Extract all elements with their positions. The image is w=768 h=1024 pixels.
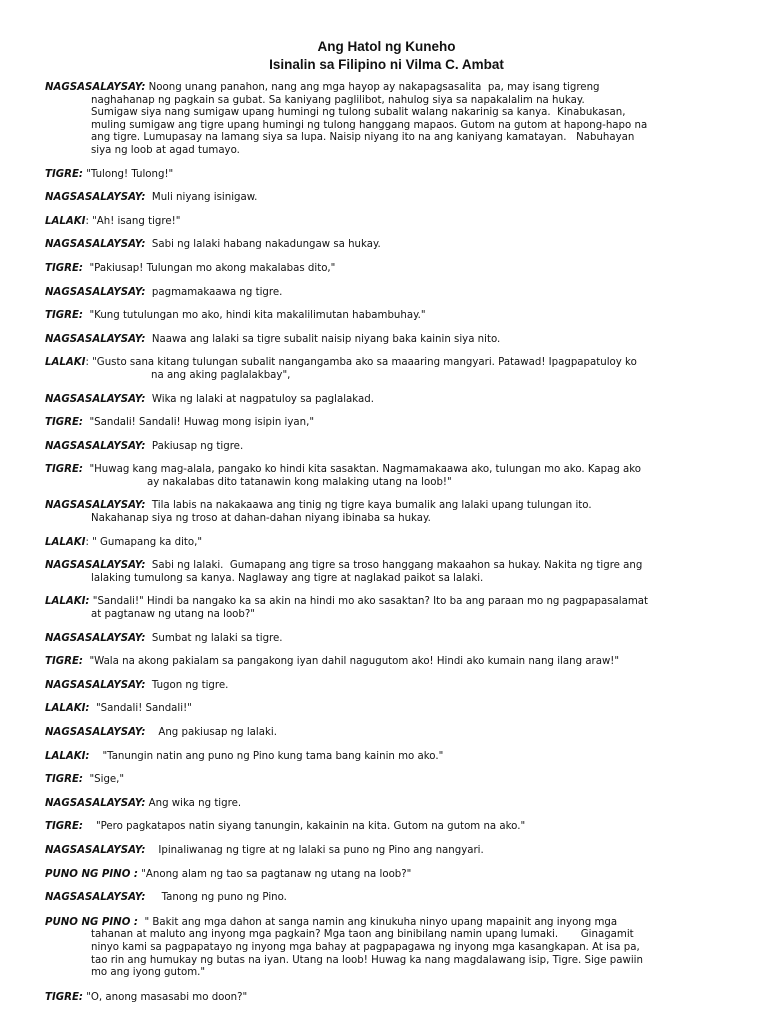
dialogue-text: Wika ng lalaki at nagpatuloy sa paglalakad. xyxy=(145,393,374,405)
dialogue-entry xyxy=(45,334,728,347)
dialogue-text: "Kung tutulungan mo ako, hindi kita makalilimutan habambuhay." xyxy=(82,310,426,322)
speaker-label: LALAKI: xyxy=(45,750,90,762)
speaker-label: TIGRE: xyxy=(45,464,83,476)
dialogue-continuation: Sumigaw siya nang sumigaw upang humingi ng tulong subalit walang nakarinig sa kanya. Kinabukasan, xyxy=(91,107,626,119)
dialogue-text: "Pakiusap! Tulungan mo akong makalabas dito," xyxy=(82,262,336,274)
dialogue-continuation: siya ng loob at agad tumayo. xyxy=(91,144,240,156)
dialogue-text: pagmamakaawa ng tigre. xyxy=(145,286,283,298)
dialogue-text: Muli niyang isinigaw. xyxy=(145,192,258,204)
speaker-label: NAGSASALAYSAY: xyxy=(45,192,146,204)
dialogue-text: Tanong ng puno ng Pino. xyxy=(145,892,287,904)
dialogue-entry xyxy=(45,216,728,229)
dialogue-entry xyxy=(45,727,728,740)
dialogue-entry xyxy=(45,821,728,834)
speaker-label: NAGSASALAYSAY: xyxy=(45,892,146,904)
dialogue-text: Noong unang panahon, nang ang mga hayop ay nakapagsasalita pa, may isang tigreng xyxy=(145,82,600,93)
dialogue-entry xyxy=(45,703,728,716)
speaker-label: NAGSASALAYSAY: xyxy=(45,727,146,738)
speaker-label: LALAKI: xyxy=(45,703,90,715)
dialogue-continuation: tao rin ang humukay ng butas na iyan. Utang na loob! Huwag ka nang magdalawang isip, Tigre. Sige pawiin xyxy=(91,954,643,966)
speaker-label: NAGSASALAYSAY: xyxy=(45,82,146,93)
speaker-label: NAGSASALAYSAY: xyxy=(45,440,146,452)
dialogue-entry xyxy=(45,537,728,550)
dialogue-continuation: at pagtanaw ng utang na loob?" xyxy=(91,609,255,621)
dialogue-text: Tugon ng tigre. xyxy=(145,679,229,691)
speaker-label: TIGRE: xyxy=(45,417,83,429)
speaker-label: PUNO NG PINO : xyxy=(45,868,138,880)
dialogue-entry xyxy=(45,287,728,300)
dialogue-entry xyxy=(45,394,728,407)
dialogue-continuation: lalaking tumulong sa kanya. Naglaway ang tigre at naglakad paikot sa lalaki. xyxy=(91,572,484,584)
dialogue-continuation: muling sumigaw ang tigre upang humingi ng tulong hanggang mapaos. Gutom na gutom at hapong-hapo na xyxy=(91,119,648,131)
dialogue-text: Pakiusap ng tigre. xyxy=(145,440,244,452)
speaker-label: NAGSASALAYSAY: xyxy=(45,679,146,691)
speaker-label: NAGSASALAYSAY: xyxy=(45,797,146,809)
speaker-label: TIGRE: xyxy=(45,262,83,274)
speaker-label: NAGSASALAYSAY: xyxy=(45,239,146,251)
dialogue-text: "Anong alam ng tao sa pagtanaw ng utang na loob?" xyxy=(137,868,412,880)
dialogue-text: Sumbat ng lalaki sa tigre. xyxy=(145,632,283,644)
dialogue-entry xyxy=(45,560,728,585)
dialogue-text: "Tulong! Tulong!" xyxy=(82,168,174,180)
speaker-label: LALAKI xyxy=(45,357,86,369)
dialogue-entry xyxy=(45,845,728,858)
speaker-label: NAGSASALAYSAY: xyxy=(45,500,146,512)
dialogue-text: Tila labis na nakakaawa ang tinig ng tigre kaya bumalik ang lalaki upang tulungan ito. xyxy=(145,500,592,512)
speaker-label: TIGRE: xyxy=(45,656,83,668)
dialogue-text: Ang pakiusap ng lalaki. xyxy=(145,727,277,738)
document-title: Ang Hatol ng Kuneho xyxy=(317,39,456,54)
dialogue-continuation: ninyo kami sa pagpapatayo ng inyong mga bahay at pagpapagawa ng inyong mga kasangkapan. At isa pa, xyxy=(91,941,640,953)
dialogue-entry xyxy=(45,263,728,276)
dialogue-text: : "Gusto sana kitang tulungan subalit nangangamba ako sa maaaring mangyari. Patawad! Ipagpapatuloy ko xyxy=(85,357,637,369)
speaker-label: LALAKI xyxy=(45,536,86,548)
speaker-label: TIGRE: xyxy=(45,310,83,322)
dialogue-text: "Sandali! Sandali!" xyxy=(89,703,192,715)
speaker-label: NAGSASALAYSAY: xyxy=(45,560,146,572)
document-subtitle: Isinalin sa Filipino ni Vilma C. Ambat xyxy=(269,57,504,72)
dialogue-entry xyxy=(45,992,728,1005)
dialogue-text: "Sige," xyxy=(82,774,125,786)
dialogue-text: Sabi ng lalaki habang nakadungaw sa hukay. xyxy=(145,239,381,251)
dialogue-continuation: ay nakalabas dito tatanawin kong malaking utang na loob!" xyxy=(147,476,452,488)
dialogue-entry xyxy=(45,239,728,252)
dialogue-entry xyxy=(45,464,728,489)
dialogue-text: Ipinaliwanag ng tigre at ng lalaki sa puno ng Pino ang nangyari. xyxy=(145,844,484,856)
dialogue-entry xyxy=(45,310,728,323)
dialogue-entry xyxy=(45,500,728,525)
dialogue-entry xyxy=(45,192,728,205)
dialogue-entry xyxy=(45,417,728,430)
dialogue-continuation: naghahanap ng pagkain sa gubat. Sa kaniyang paglilibot, nahulog siya sa napakalalim na hukay. xyxy=(91,94,585,106)
dialogue-text: " Bakit ang mga dahon at sanga namin ang kinukuha ninyo upang mapainit ang inyong mga xyxy=(137,916,618,928)
dialogue-entry xyxy=(45,596,728,621)
speaker-label: NAGSASALAYSAY: xyxy=(45,393,146,405)
dialogue-entry xyxy=(45,751,728,764)
dialogue-entry xyxy=(45,82,728,158)
dialogue-text: : "Ah! isang tigre!" xyxy=(85,215,181,227)
dialogue-text: "Sandali!" Hindi ba nangako ka sa akin na hindi mo ako sasaktan? Ito ba ang paraan mo ng pagpapasalamat xyxy=(89,596,648,608)
dialogue-entry xyxy=(45,917,728,980)
dialogue-continuation: tahanan at maluto ang inyong mga pagkain? Mga taon ang binibilang namin upang lumaki. Ginagamit xyxy=(91,929,634,941)
dialogue-text: Sabi ng lalaki. Gumapang ang tigre sa troso hanggang makaahon sa hukay. Nakita ng tigre ang xyxy=(145,560,643,572)
dialogue-entry xyxy=(45,869,728,882)
dialogue-text: "Tanungin natin ang puno ng Pino kung tama bang kainin mo ako." xyxy=(89,750,444,762)
dialogue-text: : " Gumapang ka dito," xyxy=(85,536,203,548)
dialogue-entry xyxy=(45,798,728,811)
speaker-label: LALAKI xyxy=(45,215,86,227)
dialogue-text: "Pero pagkatapos natin siyang tanungin, kakainin na kita. Gutom na gutom na ako." xyxy=(82,821,526,833)
dialogue-text: Naawa ang lalaki sa tigre subalit naisip niyang baka kainin siya nito. xyxy=(145,333,501,345)
speaker-label: PUNO NG PINO : xyxy=(45,916,138,928)
speaker-label: LALAKI: xyxy=(45,596,90,608)
dialogue-entry xyxy=(45,441,728,454)
dialogue-continuation: ang tigre. Lumupasay na lamang siya sa lupa. Naisip niyang ito na ang kaniyang kamatayan. Nabuhayan xyxy=(91,132,635,144)
speaker-label: NAGSASALAYSAY: xyxy=(45,844,146,856)
speaker-label: NAGSASALAYSAY: xyxy=(45,632,146,644)
dialogue-entry xyxy=(45,656,728,669)
speaker-label: TIGRE: xyxy=(45,991,83,1003)
dialogue-entry xyxy=(45,357,728,382)
dialogue-entry xyxy=(45,774,728,787)
speaker-label: TIGRE: xyxy=(45,774,83,786)
dialogue-entry xyxy=(45,169,728,182)
dialogue-entry xyxy=(45,680,728,693)
dialogue-text: "Wala na akong pakialam sa pangakong iyan dahil nagugutom ako! Hindi ako kumain nang ilang araw!" xyxy=(82,656,620,668)
dialogue-entry xyxy=(45,892,728,905)
speaker-label: TIGRE: xyxy=(45,821,83,833)
dialogue-text: "O, anong masasabi mo doon?" xyxy=(82,991,248,1003)
speaker-label: NAGSASALAYSAY: xyxy=(45,333,146,345)
speaker-label: TIGRE: xyxy=(45,168,83,180)
dialogue-text: "Huwag kang mag-alala, pangako ko hindi kita sasaktan. Nagmamakaawa ako, tulungan mo ako. Kapag ako xyxy=(82,464,642,476)
dialogue-continuation: na ang aking paglalakbay", xyxy=(151,369,291,381)
speaker-label: NAGSASALAYSAY: xyxy=(45,286,146,298)
dialogue-entry xyxy=(45,633,728,646)
title-block xyxy=(45,38,728,74)
dialogue-continuation: mo ang iyong gutom." xyxy=(91,967,206,979)
dialogue-text: Ang wika ng tigre. xyxy=(145,797,242,809)
dialogue-list xyxy=(45,82,728,1004)
dialogue-continuation: Nakahanap siya ng troso at dahan-dahan niyang ibinaba sa hukay. xyxy=(91,513,431,525)
dialogue-text: "Sandali! Sandali! Huwag mong isipin iyan," xyxy=(82,417,315,429)
